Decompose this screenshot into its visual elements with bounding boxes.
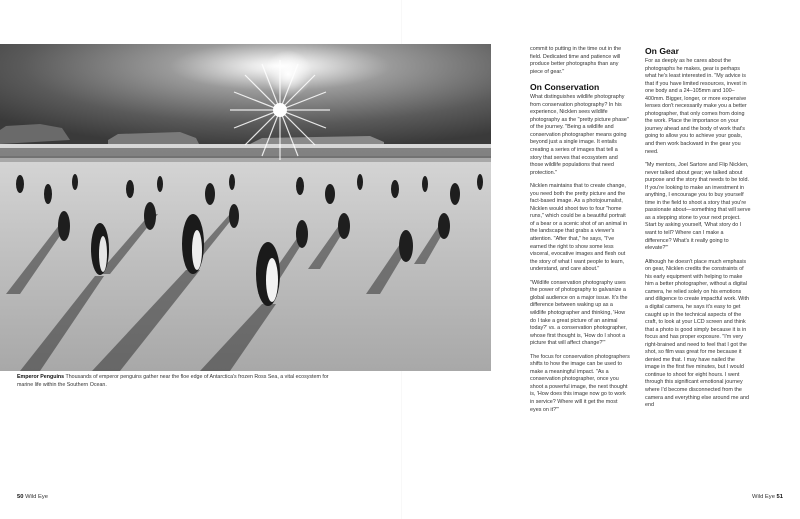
folio-left	[17, 494, 48, 500]
column1-paragraph: Nicklen maintains that to create change, you need both the pretty picture and the fact-based image. As a photojournalist, Nicklen would shoot two to four "home runs," which could be a beautiful portrait of a bear or a scenic shot of an animal in the landscape that grabs a viewer's attention. "After that," he says, "I've earned the right to show some less visceral, evocative images and flesh out the story of what I want people to learn, understand, and care about."	[530, 183, 628, 273]
caption-title: Emperor Penguins	[17, 374, 65, 380]
magazine-title-left: Wild Eye	[25, 494, 48, 500]
page-number-right: 51	[776, 494, 783, 500]
column2-paragraph: Although he doesn't place much emphasis on gear, Nicklen credits the constraints of his early equipment with helping to make him a better photographer, without a digital camera, he relied solely on his emotions and diligence to create impactful work. With a digital camera, he says it's easy to get caught up in the technical aspects of the craft, to look at your LCD screen and think that a photo is good simply because it is in focus and has proper exposure. "I'm very right-brained and need to feel that I got the shot, so film was great for me because it denied me that. I may have nailed the image in the first five minutes, but I would continue to shoot for eight hours. I went through this significant emotional journey where I'd become disconnected from the camera and everything else around me and end	[645, 258, 749, 409]
column1-paragraph: What distinguishes wildlife photography from conservation photography? In his experience, Nicklen sees wildlife photography as the "pretty picture phase" of the journey. "Being a wildlife and conservation photographer means going beyond just a single image. It entails creating a series of images that tell a story that serves that ecosystem and those wildlife populations that need protection."	[530, 94, 629, 176]
page-number-left: 50	[17, 494, 24, 500]
column1-paragraph: "Wildlife conservation photography uses the power of photography to galvanize a global audience on a major issue. It's the difference between waking up as a wildlife photographer and thinking, 'How do I take a great picture of an animal today?' vs. a conservation photographer, whose first thought is, 'How do I shoot a picture that will affect change?'"	[530, 279, 628, 347]
caption-text: Thousands of emperor penguins gather near the floe edge of Antarctica's frozen Ross Sea, a vital ecosystem for marine life within the Southern Ocean.	[17, 374, 329, 388]
magazine-title-right: Wild Eye	[752, 494, 775, 500]
on-conservation-heading: On Conservation	[530, 82, 600, 93]
photo-caption	[17, 374, 342, 389]
column1-paragraph: The focus for conservation photographers shifts to how the image can be used to make a meaningful impact. "As a conservation photographer, once you shoot a powerful image, the next thought is, 'How does this image now go to work in service? Where will it get the most eyes on it?'"	[530, 353, 630, 413]
folio-right	[752, 494, 783, 500]
column2-paragraph: For as deeply as he cares about the photographs he makes, gear is perhaps what he's least interested in. "My advice is that if you have limited resources, invest in one body and a 24–105mm and 100–400mm. Bigger, longer, or more expensive lenses don't necessarily make you a better photographer, that only comes from doing the work. Place the importance on your journey ahead and the body of work that's going to allow you to achieve your goals, and then work backward in the gear you need.	[645, 58, 747, 155]
article-column-2	[645, 46, 751, 416]
column2-paragraph: "My mentors, Joel Sartore and Flip Nicklen, never talked about gear; we talked about purpose and the story that needs to be told. If you're looking to make an investment in anything, I encourage you to buy yourself time in the field to shoot a story that you're passionate about—something that will serve as a stepping stone to your next project. Start by asking yourself, 'What story do I want to tell? Where can I make a difference? What's it really going to elevate?'"	[645, 162, 751, 252]
column1-intro: commit to putting in the time out in the field. Dedicated time and patience will produce better photographs than any piece of gear."	[530, 46, 622, 75]
article-column-1	[530, 46, 630, 420]
emperor-penguins-photo	[0, 44, 491, 371]
on-gear-heading: On Gear	[645, 46, 679, 56]
